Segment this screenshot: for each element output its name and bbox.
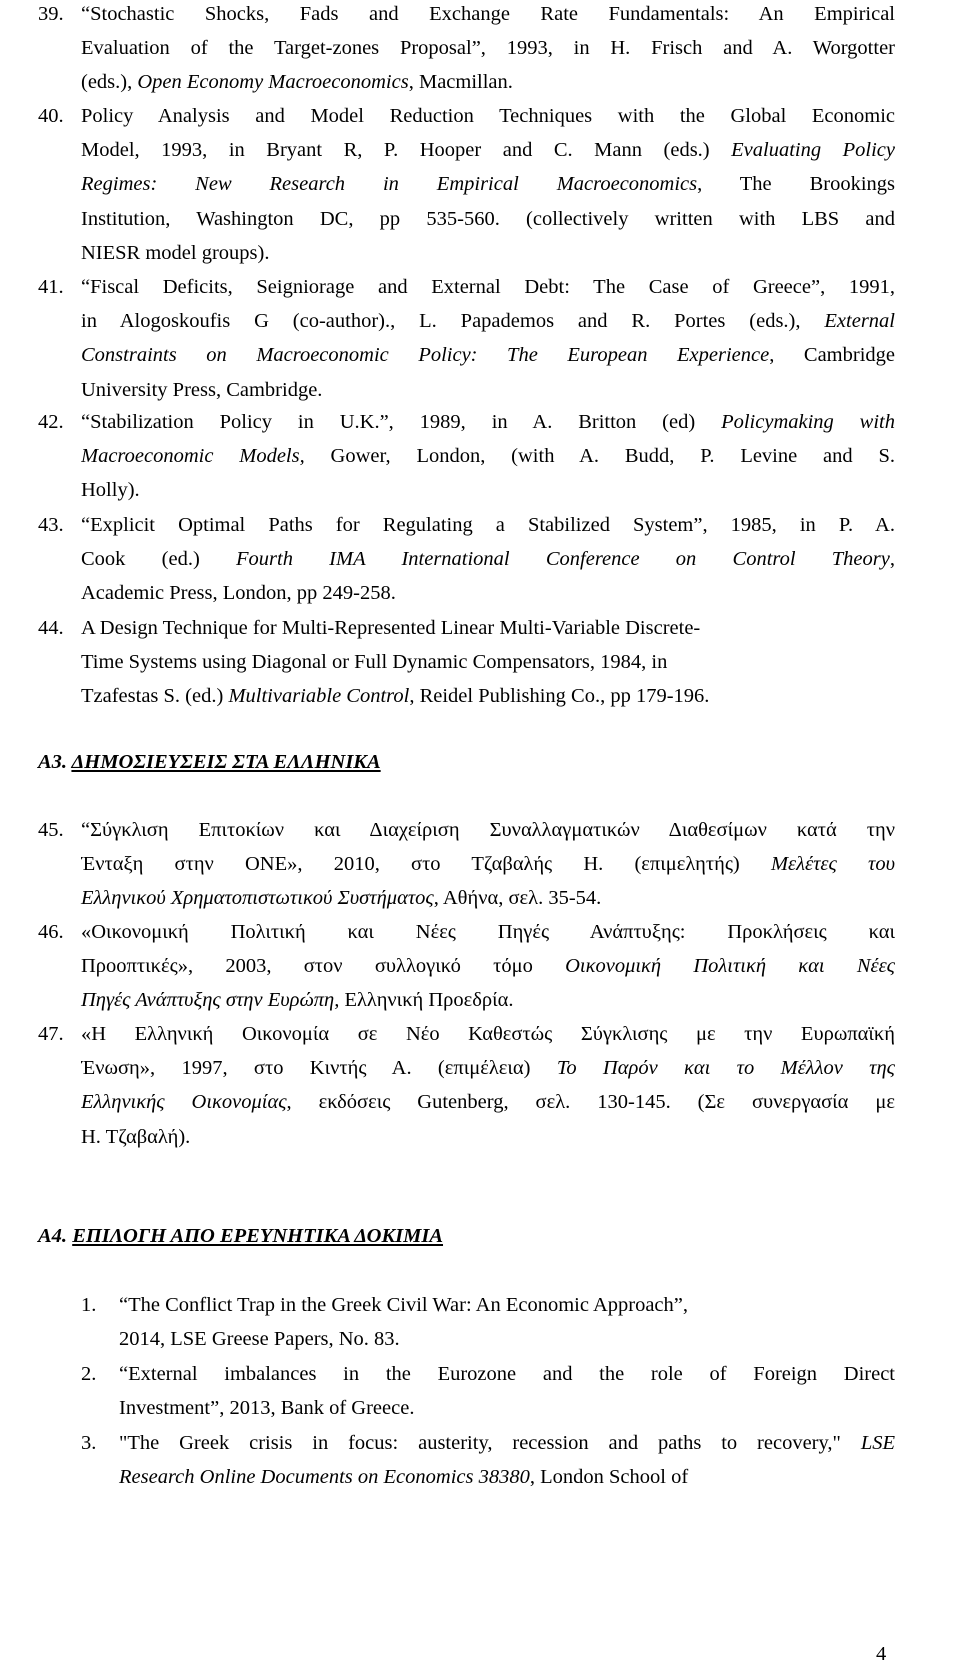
item-number: 47. [38,1023,64,1045]
reference-line [81,581,396,605]
italic-text: LSE [860,1432,895,1454]
reference-line [81,616,700,640]
text-segment: , The Brookings [697,173,895,196]
section-label: Α4. [38,1225,68,1247]
item-number: 41. [38,276,64,298]
text-segment: NIESR model groups). [81,241,270,264]
reference-line [81,1090,895,1114]
text-segment: , Αθήνα, σελ. 35-54. [433,887,602,910]
italic-text: Το Παρόν και το Μέλλον της [556,1057,895,1080]
text-segment: Ένωση», 1997, στο Κιντής Α. (επιμέλεια) [81,1057,557,1080]
text-segment: , Reidel Publishing Co., pp 179-196. [409,685,710,708]
reference-line [81,1022,895,1046]
item-number: 42. [38,411,64,433]
item-number: 44. [38,617,64,639]
text-segment: Ελληνική Προεδρία. [339,989,514,1012]
text-segment: Η. Τζαβαλή). [81,1125,191,1148]
section-heading [38,750,381,774]
text-segment: University Press, Cambridge. [81,378,323,401]
text-segment: “External imbalances in the Eurozone and the role of Foreign Direct [119,1363,895,1385]
reference-line [119,1465,688,1489]
reference-line [119,1396,414,1420]
text-segment: Tzafestas S. (ed.) [81,685,229,708]
text-segment: “The Conflict Trap in the Greek Civil War: An Economic Approach”, [119,1294,689,1316]
italic-text: Constraints on Macroeconomic Policy: The European Experience [81,344,770,367]
text-segment: «Οικονομική Πολιτική και Νέες Πηγές Ανάπτυξης: Προκλήσεις και [81,921,895,943]
reference-line [81,988,514,1012]
reference-line [81,138,895,162]
text-segment: “Stochastic Shocks, Fads and Exchange Rate Fundamentals: An Empirical [81,3,895,25]
text-segment: Academic Press, London, pp 249-258. [81,582,396,605]
section-heading [38,1224,443,1248]
reference-line [81,444,895,468]
text-segment: “Σύγκλιση Επιτοκίων και Διαχείριση Συναλλαγματικών Διαθεσίμων κατά την [81,819,895,841]
text-segment: Holly). [81,479,140,502]
item-number: 40. [38,105,64,127]
item-number: 39. [38,3,64,25]
text-segment: «Η Ελληνική Οικονομία σε Νέο Καθεστώς Σύγκλισης με την Ευρωπαϊκή [81,1023,895,1045]
reference-line [81,410,895,434]
text-segment: Time Systems using Diagonal or Full Dynamic Compensators, 1984, in [81,651,668,674]
italic-text: Ελληνικής Οικονομίας [81,1091,287,1114]
item-number: 1. [81,1294,97,1316]
italic-text: External [824,310,895,333]
reference-line [81,513,895,537]
italic-text: Policymaking with [721,411,895,433]
text-segment: Ένταξη στην ΟΝΕ», 2010, στο Τζαβαλής Η. (επιμελητής) [81,853,771,876]
reference-line [81,275,895,299]
reference-line [81,684,709,708]
reference-line [81,70,513,94]
reference-line [119,1362,895,1386]
reference-line [81,172,895,196]
text-segment: “Stabilization Policy in U.K.”, 1989, in A. Britton (ed) [81,411,722,433]
reference-line [81,818,895,842]
reference-line [81,547,895,571]
italic-text: Open Economy Macroeconomics [137,71,409,94]
text-segment: Προοπτικές», 2003, στον συλλογικό τόμο [81,955,566,978]
text-segment: in Alogoskoufis G (co-author)., L. Papademos and R. Portes (eds.), [81,310,825,333]
text-segment: , Macmillan. [408,71,513,94]
reference-line [81,886,601,910]
italic-text: Οικονομική Πολιτική και Νέες [565,955,895,978]
text-segment: , London School of [529,1466,689,1489]
reference-line [81,650,667,674]
reference-line [81,207,895,231]
reference-line [81,852,895,876]
text-segment: Gower, London, (with A. Budd, P. Levine and S. [304,445,895,468]
text-segment: "The Greek crisis in focus: austerity, recession and paths to recovery," [119,1432,861,1454]
reference-line [81,343,895,367]
text-segment: (eds.), [81,71,138,94]
text-segment: Model, 1993, in Bryant R, P. Hooper and C. Mann (eds.) [81,139,732,162]
text-segment: , εκδόσεις Gutenberg, σελ. 130-145. (Σε συνεργασία με [286,1091,895,1114]
section-title: ΔΗΜΟΣΙΕΥΣΕΙΣ ΣΤΑ ΕΛΛΗΝΙΚΑ [71,751,381,773]
reference-line [81,378,322,402]
italic-text: Research Online Documents on Economics 38380 [119,1466,530,1489]
reference-line [81,309,895,333]
text-segment: , [889,548,895,571]
italic-text: Ελληνικού Χρηματοπιστωτικού Συστήματος [81,887,434,910]
item-number: 45. [38,819,64,841]
reference-line [81,241,269,265]
reference-line [81,954,895,978]
reference-line [81,920,895,944]
italic-text: Evaluating Policy [731,139,895,162]
text-segment: “Fiscal Deficits, Seigniorage and External Debt: The Case of Greece”, 1991, [81,276,895,298]
italic-text: Macroeconomic Models, [81,445,305,468]
text-segment: Evaluation of the Target-zones Proposal”, 1993, in H. Frisch and A. Worgotter [81,37,895,60]
text-segment: Investment”, 2013, Bank of Greece. [119,1397,415,1420]
text-segment: “Explicit Optimal Paths for Regulating a Stabilized System”, 1985, in P. A. [81,514,895,536]
reference-line [81,1056,895,1080]
italic-text: Μελέτες του [770,853,895,876]
page-number: 4 [876,1643,887,1665]
text-segment: Institution, Washington DC, pp 535-560. (collectively written with LBS and [81,207,895,230]
text-segment: Policy Analysis and Model Reduction Techniques with the Global Economic [81,105,895,127]
reference-line [81,2,895,26]
italic-text: Πηγές Ανάπτυξης στην Ευρώπη, [81,989,340,1012]
italic-text: Multivariable Control [228,685,410,708]
reference-line [81,1125,190,1149]
italic-text: Fourth IMA International Conference on Control Theory [236,548,890,571]
text-segment: A Design Technique for Multi-Represented Linear Multi-Variable Discrete- [81,617,701,639]
italic-text: Regimes: New Research in Empirical Macroeconomics [81,173,698,196]
item-number: 2. [81,1363,97,1385]
reference-line [119,1293,688,1317]
reference-line [119,1327,400,1351]
text-segment: , Cambridge [769,344,895,367]
reference-line [119,1431,895,1455]
item-number: 3. [81,1432,97,1454]
section-title: ΕΠΙΛΟΓΗ ΑΠΟ ΕΡΕΥΝΗΤΙΚΑ ΔΟΚΙΜΙΑ [72,1225,444,1247]
reference-line [81,104,895,128]
item-number: 43. [38,514,64,536]
reference-line [81,36,895,60]
item-number: 46. [38,921,64,943]
text-segment: Cook (ed.) [81,548,236,571]
reference-line [81,478,140,502]
section-label: Α3. [38,751,68,773]
text-segment: 2014, LSE Greese Papers, No. 83. [119,1328,400,1351]
